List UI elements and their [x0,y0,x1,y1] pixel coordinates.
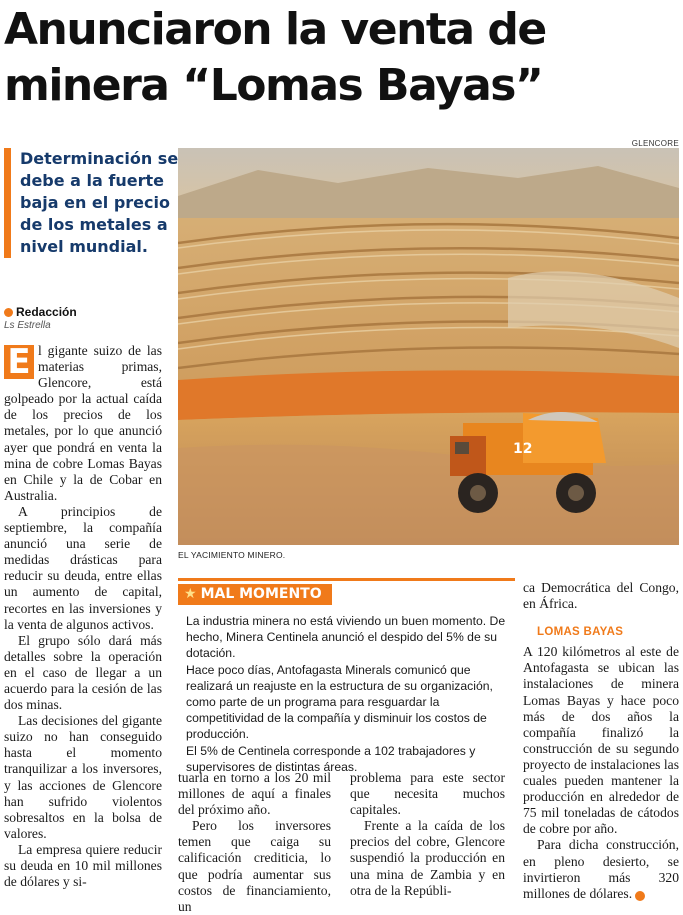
article-column-4 [523,580,679,902]
headline [4,2,680,114]
sidebar-paragraph: La industria minera no está viviendo un buen momento. De hecho, Minera Centinela anunció el despido del 5% de su dotación. [186,614,506,661]
byline-source: Ls Estrella [4,320,51,331]
headline-line1: Anunciaron la venta de [4,4,546,55]
article-paragraph: Pero los inversores temen que caiga su calificación crediticia, lo que podría aumentar sus costos de financiamiento, un [178,818,331,914]
article-paragraph: La empresa quiere reducir su deuda en 10 mil millones de dólares y si- [4,841,162,890]
article-paragraph: El grupo sólo dará más detalles sobre la operación en el caso de llegar a un acuerdo para la cesión de las dos minas. [4,632,162,713]
byline-dot-icon [4,308,13,317]
article-paragraph: A principios de septiembre, la compañía anunció una serie de medidas drásticas para reducir su deuda, entre ellas un aumento de capital, recortes en las inversiones y la venta de algunos activos. [4,503,162,632]
article-paragraph: ca Democrática del Congo, en África. [523,580,679,612]
sidebar-title: ★ MAL MOMENTO [178,584,332,605]
photo-credit: GLENCORE [631,139,679,148]
article-paragraph: Para dicha construcción, en pleno desierto, se invirtieron más 320 millones de dólares. ★ [523,837,679,901]
deck: Determinación se debe a la fuerte baja en el precio de los metales a nivel mundial. [4,148,184,258]
article-paragraph: problema para este sector que necesita muchos capitales. [350,770,505,818]
sidebar-body [186,613,511,775]
article-column-3 [350,770,505,899]
article-paragraph: A 120 kilómetros al este de Antofagasta se ubican las instalaciones de minera Lomas Bayas y hace poco más de dos años la compañía finalizó la construcción de su segundo proyecto de instalaciones las cuales pueden mantener la producción en alrededor de 75 mil toneladas de cátodos de cobre por año. [523,644,679,837]
byline-name: Redacción [16,305,77,319]
dropcap: E [4,345,34,379]
article-paragraph: Las decisiones del gigante suizo no han conseguido hasta el momento tranquilizar a los inversores, y las acciones de Glencore han sufrido violentos sobresaltos en la bolsa de valores. [4,713,162,841]
headline-line2: minera “Lomas Bayas” [4,60,543,111]
article-column-1 [4,343,162,890]
article-paragraph: tuarla en torno a los 20 mil millones de aquí a finales del próximo año. [178,770,331,818]
sidebar-header [178,578,515,605]
sidebar-paragraph: Hace poco días, Antofagasta Minerals comunicó que realizará un reajuste en la estructura de su organización, como parte de un programa para resguardar la competitividad de la compañía y disminuir los costos de producción. [186,662,493,742]
sidebar-paragraph: El 5% de Centinela corresponde a 102 trabajadores y supervisores de distintas áreas. [186,743,476,774]
svg-text:12: 12 [513,441,533,457]
byline [4,305,77,319]
article-paragraph: E l gigante suizo de las materias primas, Glencore, está golpeado por la actual caída de los precios de los metales, por lo que anunció ayer que pondrá en venta la mina de cobre Lomas Bayas en Chile y la de Cobar en Australia. [4,342,162,503]
end-mark-icon: ★ [635,891,645,901]
mine-photo [178,148,679,545]
article-column-2 [178,770,331,915]
subhead: LOMAS BAYAS [537,626,624,639]
article-paragraph: Frente a la caída de los precios del cobre, Glencore suspendió la producción en una mina de Zambia y en otra de la Repúbli- [350,818,505,898]
sidebar-box [178,578,515,774]
photo-caption: EL YACIMIENTO MINERO. [178,550,286,560]
star-icon: ★ [184,586,197,602]
